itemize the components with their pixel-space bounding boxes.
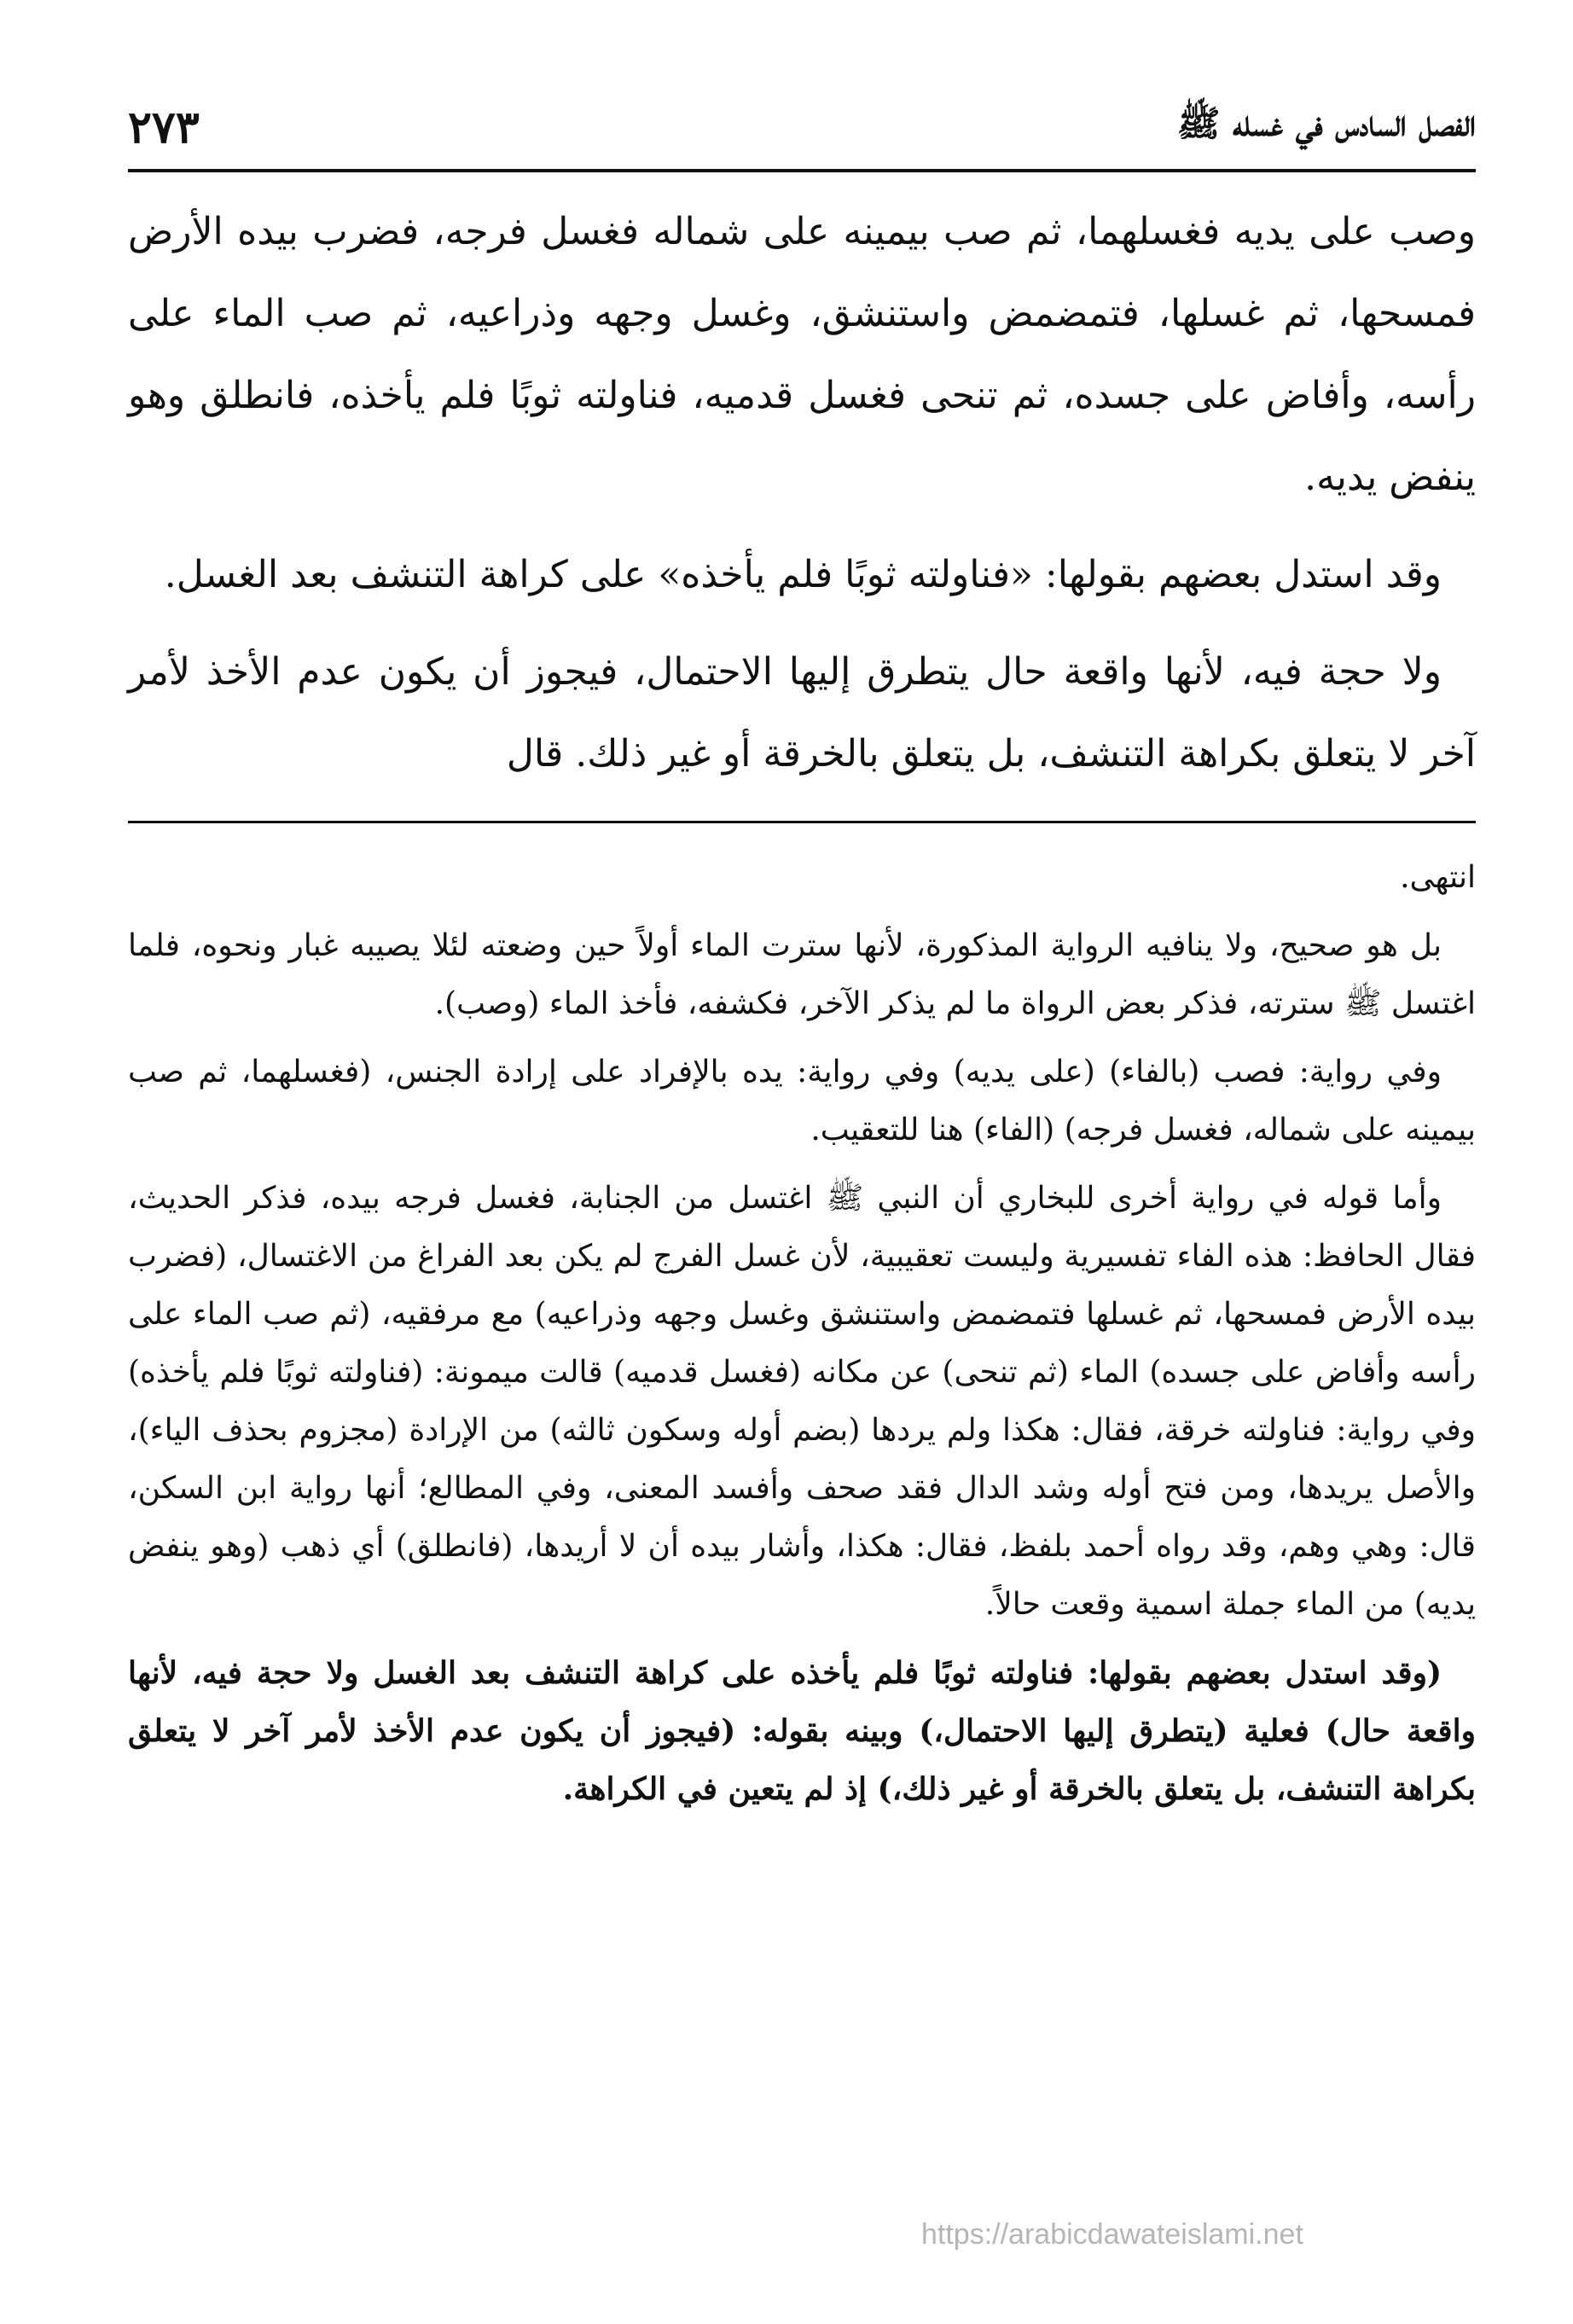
footnote-divider [128,821,1476,823]
chapter-title: الفصل السادس في غسله ﷺ [1176,102,1476,144]
page-number: ٢٧٣ [128,102,200,154]
watermark: https://arabicdawateislami.net [921,2218,1303,2251]
main-paragraph: وصب على يديه فغسلهما، ثم صب بيمينه على شماله فغسل فرجه، فضرب بيده الأرض فمسحها، ثم غسلها، فتمضمض واستنشق، وغسل وجهه وذراعيه، ثم صب الماء على رأسه، وأفاض على جسده، ثم تنحى فغسل قدميه، فناولته ثوبًا فلم يأخذه، فانطلق وهو ينفض يديه. [128,210,1476,499]
commentary [128,849,1476,1818]
commentary-paragraph: (وقد استدل بعضهم بقولها: فناولته ثوبًا فلم يأخذه على كراهة التنشف بعد الغسل ولا حجة فيه، لأنها واقعة حال) فعلية (يتطرق إليها الاحتمال،) وبينه بقوله: (فيجوز أن يكون عدم الأخذ لأمر آخر لا يتعلق بكراهة التنشف، بل يتعلق بالخرقة أو غير ذلك،) إذ لم يتعين في الكراهة. [128,1655,1476,1807]
commentary-paragraph: بل هو صحيح، ولا ينافيه الرواية المذكورة، لأنها سترت الماء أولاً حين وضعته لئلا يصيبه غبار ونحوه، فلما اغتسل ﷺ سترته، فذكر بعض الرواة ما لم يذكر الآخر، فكشفه، فأخذ الماء (وصب). [128,928,1476,1021]
header-rule [128,169,1476,172]
commentary-paragraph: وفي رواية: فصب (بالفاء) (على يديه) وفي رواية: يده بالإفراد على إرادة الجنس، (فغسلهما، ثم صب بيمينه على شماله، فغسل فرجه) (الفاء) هنا للتعقيب. [128,1055,1476,1147]
main-text [128,191,1476,795]
main-paragraph: وقد استدل بعضهم بقولها: «فناولته ثوبًا فلم يأخذه» على كراهة التنشف بعد الغسل. [164,553,1442,596]
commentary-paragraph: انتهى. [1400,860,1476,895]
page-header [128,60,1476,154]
document-page [128,60,1476,2278]
main-paragraph: ولا حجة فيه، لأنها واقعة حال يتطرق إليها الاحتمال، فيجوز أن يكون عدم الأخذ لأمر آخر لا يتعلق بكراهة التنشف، بل يتعلق بالخرقة أو غير ذلك. قال [128,650,1476,776]
commentary-paragraph: وأما قوله في رواية أخرى للبخاري أن النبي ﷺ اغتسل من الجنابة، فغسل فرجه بيده، فذكر الحديث، فقال الحافظ: هذه الفاء تفسيرية وليست تعقيبية، لأن غسل الفرج لم يكن بعد الفراغ من الاغتسال، (فضرب بيده الأرض فمسحها، ثم غسلها فتمضمض واستنشق وغسل وجهه وذراعيه) مع مرفقيه، (ثم صب الماء على رأسه وأفاض على جسده) الماء (ثم تنحى) عن مكانه (فغسل قدميه) قالت ميمونة: (فناولته ثوبًا فلم يأخذه) وفي رواية: فناولته خرقة، فقال: هكذا ولم يردها (بضم أوله وسكون ثالثه) من الإرادة (مجزوم بحذف الياء)، والأصل يريدها، ومن فتح أوله وشد الدال فقد صحف وأفسد المعنى، وفي المطالع؛ أنها رواية ابن السكن، قال: وهي وهم، وقد رواه أحمد بلفظ، فقال: هكذا، وأشار بيده أن لا أريدها، (فانطلق) أي ذهب (وهو ينفض يديه) من الماء جملة اسمية وقعت حالاً. [128,1181,1476,1622]
